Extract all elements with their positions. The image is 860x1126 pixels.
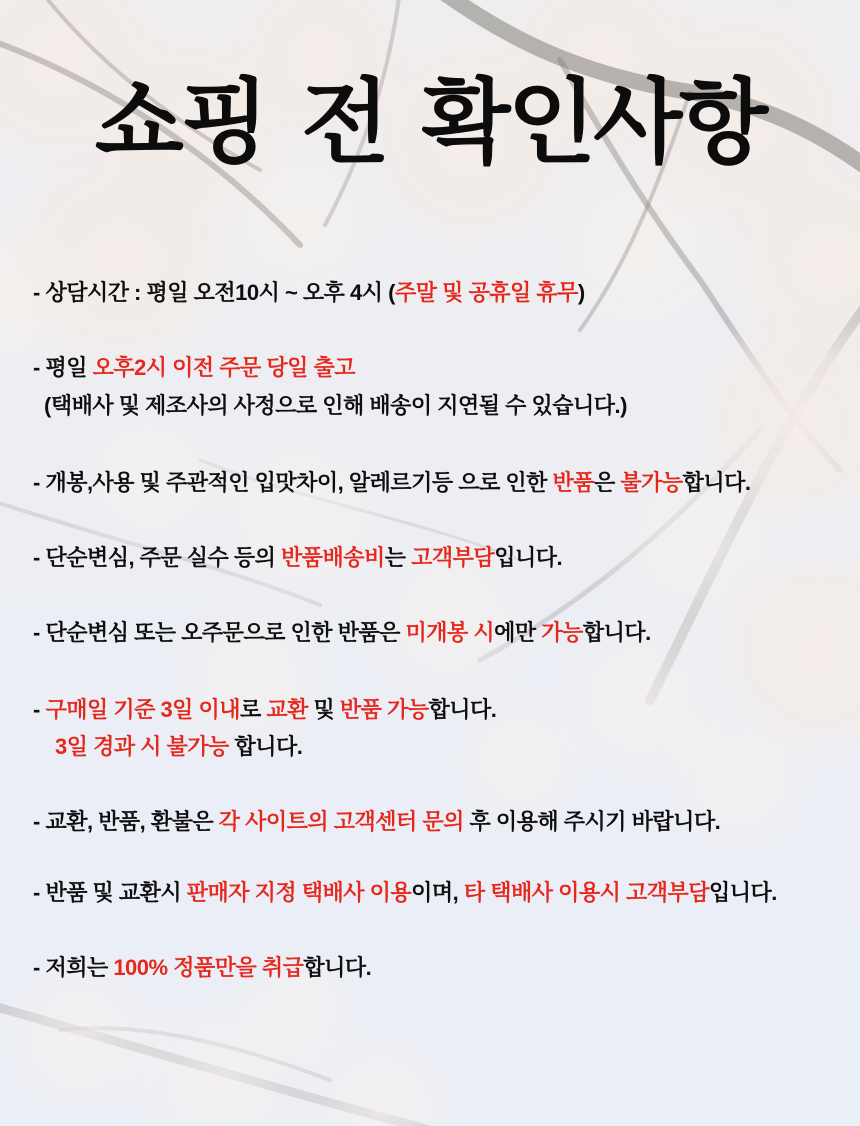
text-segment-black: 입니다. xyxy=(494,545,563,570)
text-segment-black: - 저희는 xyxy=(33,955,114,980)
text-segment-red: 반품 xyxy=(552,470,595,495)
text-segment-black: 합니다. xyxy=(303,955,372,980)
text-segment-black: 및 xyxy=(307,697,340,722)
notice-line-designated-courier xyxy=(33,878,777,908)
text-segment-red: 불가능 xyxy=(620,470,683,495)
text-segment-black: 입니다. xyxy=(709,880,777,905)
text-segment-red: 타 택배사 이용시 고객부담 xyxy=(463,880,710,905)
text-segment-red: 반품 가능 xyxy=(339,697,429,722)
page-title: 쇼핑 전 확인사항 xyxy=(94,72,766,174)
text-segment-black: 는 xyxy=(384,545,412,570)
text-segment-black: - 평일 xyxy=(33,355,93,380)
text-segment-black: ) xyxy=(577,280,585,305)
notice-line-same-day-shipping xyxy=(33,353,355,383)
notice-line-return-unopened-only xyxy=(33,618,651,648)
notice-line-after-3days-impossible xyxy=(55,732,302,762)
text-segment-red: 구매일 기준 3일 이내 xyxy=(45,697,241,722)
text-segment-black: - 개봉,사용 및 주관적인 입맛차이, 알레르기등 으로 인한 xyxy=(33,470,553,495)
text-segment-black: 로 xyxy=(240,697,267,722)
notice-line-contact-customer-center xyxy=(33,807,720,837)
text-segment-red: 100% 정품만을 취급 xyxy=(113,955,304,980)
notice-line-genuine-products xyxy=(33,953,371,983)
text-segment-black: - 단순변심, 주문 실수 등의 xyxy=(33,545,282,570)
text-segment-black: 합니다. xyxy=(228,734,303,759)
text-segment-red: 교환 xyxy=(266,697,308,722)
text-segment-red: 반품배송비 xyxy=(281,545,385,570)
text-segment-red: 판매자 지정 택배사 이용 xyxy=(186,880,412,905)
text-segment-black: 이며, xyxy=(411,880,464,905)
text-segment-red: 고객부담 xyxy=(411,545,495,570)
text-segment-black: 합니다. xyxy=(682,470,751,495)
notice-line-return-shipping-fee xyxy=(33,543,562,573)
text-segment-red: 3일 경과 시 불가능 xyxy=(55,734,229,759)
notice-line-exchange-within-3days xyxy=(33,695,496,725)
text-segment-black: - 반품 및 교환시 xyxy=(33,880,187,905)
text-segment-red: 각 사이트의 고객센터 문의 xyxy=(218,809,464,834)
notice-line-no-return-open-used xyxy=(33,468,751,498)
text-segment-black: - 교환, 반품, 환불은 xyxy=(33,809,219,834)
text-segment-black: 합니다. xyxy=(428,697,497,722)
text-segment-red: 오후2시 이전 주문 당일 출고 xyxy=(92,355,356,380)
text-segment-black: - xyxy=(33,697,46,722)
notice-line-consult-hours xyxy=(33,278,585,308)
text-segment-black: 에만 xyxy=(494,620,542,645)
text-segment-black: 후 이용해 주시기 바랍니다. xyxy=(463,809,721,834)
text-segment-red: 미개봉 시 xyxy=(405,620,495,645)
text-segment-black: - 상담시간 : 평일 오전10시 ~ 오후 4시 ( xyxy=(33,280,395,305)
text-segment-black: - 단순변심 또는 오주문으로 인한 반품은 xyxy=(33,620,406,645)
notice-line-shipping-delay-note xyxy=(44,391,627,421)
text-segment-red: 주말 및 공휴일 휴무 xyxy=(394,280,578,305)
text-segment-black: 은 xyxy=(594,470,621,495)
text-segment-red: 가능 xyxy=(541,620,583,645)
text-segment-black: 합니다. xyxy=(582,620,651,645)
text-segment-black: (택배사 및 제조사의 사정으로 인해 배송이 지연될 수 있습니다.) xyxy=(44,393,627,418)
